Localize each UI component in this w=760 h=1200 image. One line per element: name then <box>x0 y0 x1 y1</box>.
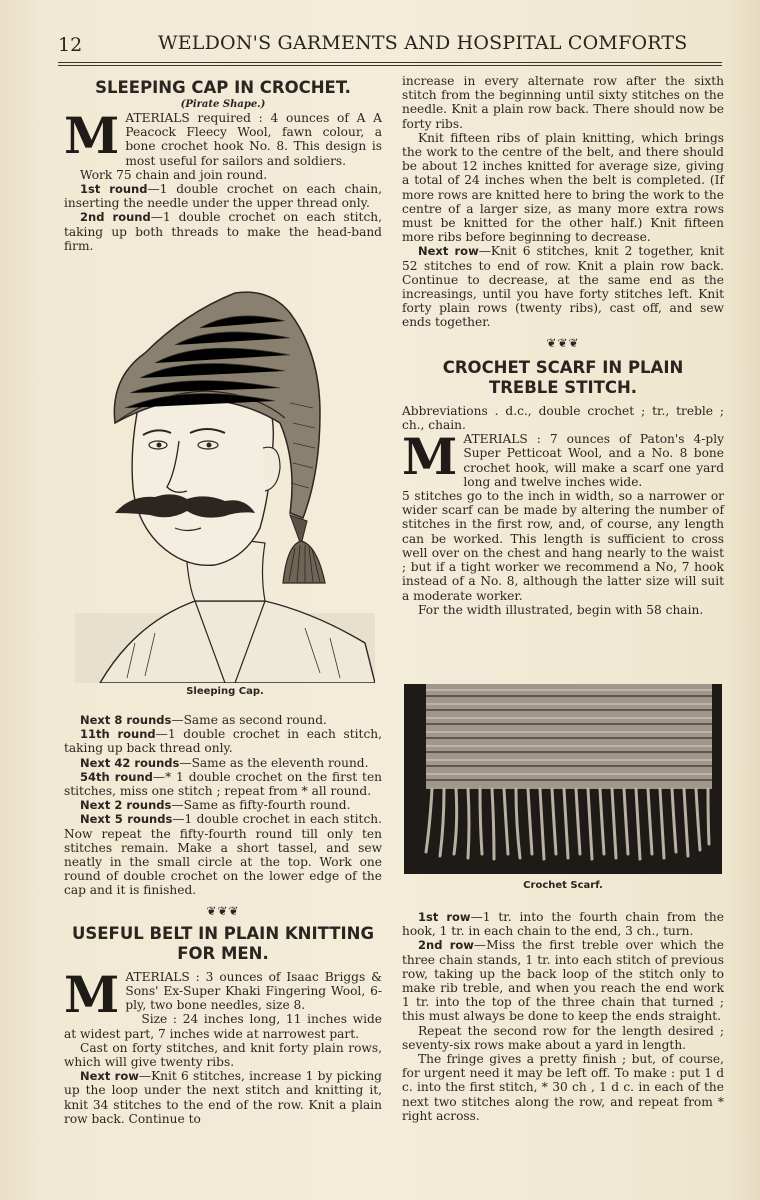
belt-next-row-label: Next row <box>80 1069 139 1084</box>
belt-drop-cap-m: M <box>64 964 120 1024</box>
crochet-scarf-figure <box>404 684 722 894</box>
r54-text: —* 1 double crochet on the first ten stitches, miss one stitch ; repeat from * all round. <box>64 769 382 799</box>
cap-subheading: (Pirate Shape.) <box>180 99 266 110</box>
rn5-label: Next 5 rounds <box>80 812 173 827</box>
belt-cast-on: Cast on forty stitches, and knit forty plain rows, which will give twenty ribs. <box>64 1040 382 1070</box>
cap-figure-caption: Sleeping Cap. <box>186 686 264 697</box>
sleeping-cap-illustration <box>75 283 375 683</box>
r8-label: Next 8 rounds <box>80 713 172 727</box>
round2-text: —1 double crochet on each stitch, taking up both threads to make the head-band firm. <box>64 210 382 253</box>
r42-label: Next 42 rounds <box>80 755 180 770</box>
scarf-row2-text: —Miss the first treble over which the three chain stands, 1 tr. into each stitch of previous row, taking up the back loop of the stitch only to make rib treble, and when you reach the end work 1 tr. into the top of the three chain that turned ; this must always be done to keep the ends straight. <box>402 938 724 1024</box>
r42-text: —Same as the eleventh round. <box>179 755 369 770</box>
scarf-drop-cap-m: M <box>402 427 458 487</box>
cap-materials: ATERIALS required : 4 ounces of A A Peacock Fleecy Wool, fawn colour, a bone crochet hook No. 8. This design is most useful for sailors and soldiers. <box>125 111 382 168</box>
rn2-label: Next 2 rounds <box>80 798 172 813</box>
sleeping-cap-figure <box>75 283 375 703</box>
belt-heading-line1: USEFUL BELT IN PLAIN KNITTING <box>72 923 374 943</box>
drop-cap-m: M <box>64 106 120 165</box>
cap-instructions-top <box>64 78 382 253</box>
r11-label: 11th round <box>80 727 156 742</box>
scarf-body: 5 stitches go to the inch in width, so a narrower or wider scarf can be made by altering the number of stitches in the first row, and, of course, any length can be worked. This length is sufficient to cross well over on the chest and hang nearly to the waist ; but if a tight worker we recommend a No, 7 hook instead of a No. 8, although the latter size will suit a moderate worker. <box>402 489 724 603</box>
header-rule-thin <box>58 65 722 66</box>
rn5-text: —1 double crochet in each stitch. Now repeat the fifty-fourth round till only ten stitches remain. Make a short tassel, and sew neatly in the small circle at the top. Work one round of double crochet on the lower edge of the cap and it is finished. <box>64 812 382 898</box>
belt-next-row2-label: Next row <box>418 244 479 259</box>
running-header <box>58 30 722 60</box>
scarf-row1-text: —1 tr. into the fourth chain from the hook, 1 tr. in each chain to the end, 3 ch., turn. <box>402 910 724 939</box>
scarf-heading-line2: TREBLE STITCH. <box>488 377 638 397</box>
scarf-instructions <box>402 910 724 1123</box>
round1-label: 1st round <box>80 182 148 197</box>
scarf-row2-label: 2nd row <box>418 938 474 953</box>
page-number: 12 <box>58 34 83 56</box>
scarf-abbreviations: Abbreviations . d.c., double crochet ; tr., treble ; ch., chain. <box>402 403 724 433</box>
belt-size: Size : 24 inches long, 11 inches wide at widest part, 7 inches wide at narrowest part. <box>64 1012 382 1041</box>
scarf-repeat: Repeat the second row for the length desired ; seventy-six rows make about a yard in length. <box>402 1023 724 1052</box>
rn2-text: —Same as fifty-fourth round. <box>171 798 351 813</box>
r8-text: —Same as second round. <box>171 713 327 727</box>
cap-ornament: ❦❦❦ <box>206 903 240 918</box>
round2-label: 2nd round <box>80 210 151 225</box>
belt-heading-line2: FOR MEN. <box>177 943 269 963</box>
r11-text: —1 double crochet in each stitch, taking up back thread only. <box>64 727 383 756</box>
cap-heading: SLEEPING CAP IN CROCHET. <box>95 78 351 97</box>
right-column-top <box>402 74 724 617</box>
scarf-row1-label: 1st row <box>418 910 471 924</box>
belt-next-row-text: —Knit 6 stitches, increase 1 by picking up the loop under the next stitch and knitting it, knit 34 stitches to the end of the row. Knit a plain row back. Continue to <box>64 1069 382 1126</box>
belt-continued: increase in every alternate row after the sixth stitch from the beginning until sixty stitches on the needle. Knit a plain row back. There should now be forty ribs. <box>402 74 724 131</box>
publication-title: WELDON'S GARMENTS AND HOSPITAL COMFORTS <box>158 32 688 54</box>
scarf-figure-caption: Crochet Scarf. <box>523 880 603 891</box>
scarf-materials: ATERIALS : 7 ounces of Paton's 4-ply Super Petticoat Wool, and a No. 8 bone crochet hook, will make a scarf one yard long and twelve inches wide. <box>463 432 724 489</box>
cap-instructions-bottom <box>64 713 382 1126</box>
crochet-scarf-illustration <box>404 684 722 874</box>
belt-materials: ATERIALS : 3 ounces of Isaac Briggs & Sons' Ex-Super Khaki Fingering Wool, 6-ply, two bone needles, size 8. <box>125 969 382 1013</box>
belt-ornament: ❦❦❦ <box>546 335 580 350</box>
scarf-heading-line1: CROCHET SCARF IN PLAIN <box>442 357 684 377</box>
round1-text: —1 double crochet on each chain, inserting the needle under the upper thread only. <box>64 182 383 211</box>
r54-label: 54th round <box>80 769 153 784</box>
scarf-width-line: For the width illustrated, begin with 58 chain. <box>418 602 704 617</box>
cap-work-line: Work 75 chain and join round. <box>80 167 268 182</box>
header-rule <box>58 62 722 63</box>
belt-next-row2-text: —Knit 6 stitches, knit 2 together, knit 52 stitches to end of row. Knit a plain row back. Continue to decrease, at the same end as the increasings, until you have forty stitches left. Knit forty plain rows (twenty ribs), cast off, and sew ends together. <box>402 244 725 330</box>
belt-fifteen-ribs: Knit fifteen ribs of plain knitting, which brings the work to the centre of the belt, and there should be about 12 inches knitted for average size, giving a total of 24 inches when the belt is completed. (If more rows are knitted here to bring the work to the centre of a larger size, as many more extra rows must be knitted for the other half.) Knit fifteen more ribs before beginning to decrease. <box>402 130 724 245</box>
scarf-fringe: The fringe gives a pretty finish ; but, of course, for urgent need it may be left off. To make : put 1 d c. into the first stitch, * 30 ch , 1 d c. in each of the next two stitches along the row, and repeat from * right across. <box>402 1052 724 1123</box>
